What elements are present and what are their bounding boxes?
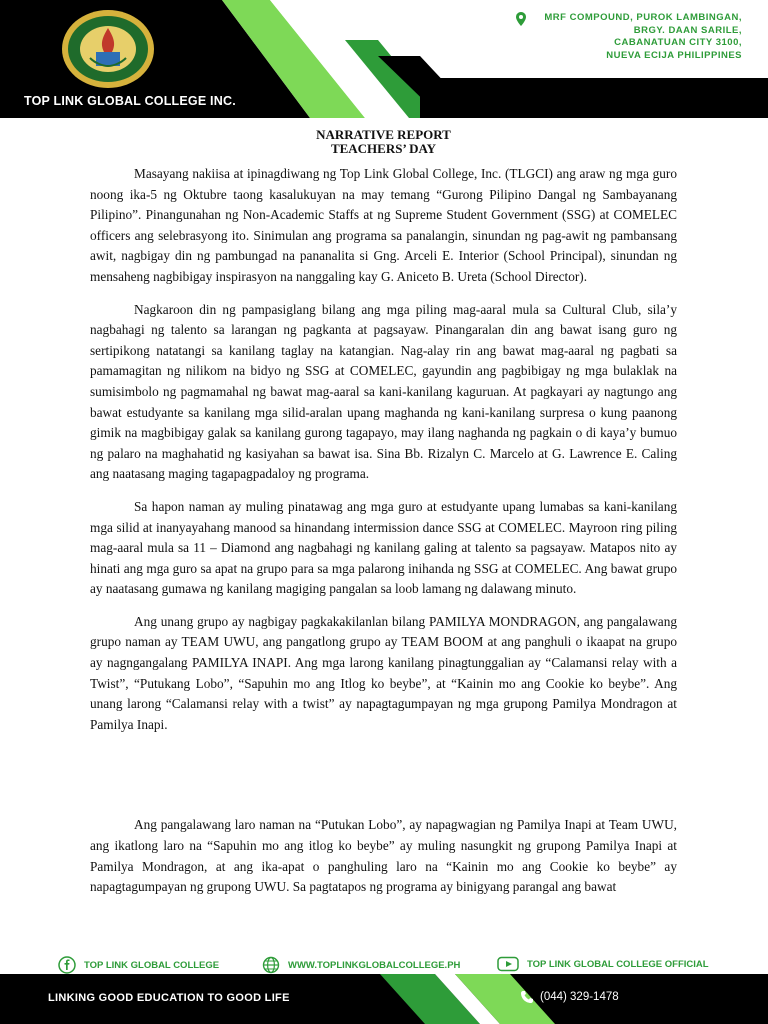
youtube-icon	[497, 956, 519, 972]
location-pin-icon	[516, 12, 526, 26]
college-name: TOP LINK GLOBAL COLLEGE INC.	[24, 94, 236, 108]
report-title: NARRATIVE REPORT	[316, 127, 451, 142]
paragraph: Nagkaroon din ng pampasiglang bilang ang mga piling mag-aaral mula sa Cultural Club, sila’y nagbahagi ng talento sa larangan ng pagkanta at pagsayaw. Pinangaralan din ang bawat isang guro ng sertipikong natatangi sa kanilang taglay na katangian. Nag-alay rin ang bawat mag-aaral ng pagbati sa pamamagitan ng nilikom na bidyo ng SSG at COMELEC, gayundin ang pagbibigay ng mga bulaklak na sumisimbolo ng pagmamahal ng bawat mag-aaral sa kani-kanilang kaguruan. At pagkayari ay nagtungo ang bawat estudyante sa kanilang mga silid-aralan upang maghanda ng kani-kanilang surpresa o kung paanong gimik na magbibigay galak sa kanilang gurong tagapayo, may ilang naghanda ng pagkain o di kaya’y bumuo ng palaro na maghahatid ng kasiyahan sa bawat isa. Sina Bb. Rizalyn C. Marcelo at G. Lawrence E. Caling ang naatasang maging tagapagpadaloy ng programa.	[90, 301, 677, 482]
website-label: WWW.TOPLINKGLOBALCOLLEGE.PH	[288, 959, 461, 971]
address-line: CABANATUAN CITY 3100,	[614, 37, 742, 48]
paragraph: Ang pangalawang laro naman na “Putukan Lobo”, ay napagwagian ng Pamilya Inapi at Team UWU, ang ikatlong laro na “Sapuhin mo ang itlog ko beybe” ay muling nasungkit ng grupong Pamilya Inapi at Pamilya Mondragon, at ang ika-apat o panghuling laro na “Kainin mo ang Cookie ko beybe” ay napagtagumpayan ng grupong UWU. Sa pagtatapos ng programa ay binigyang parangal ang bawat	[90, 817, 677, 895]
address-line: BRGY. DAAN SARILE,	[633, 24, 742, 36]
phone-number: (044) 329-1478	[540, 991, 619, 1003]
facebook-label: TOP LINK GLOBAL COLLEGE	[84, 959, 220, 971]
college-address	[544, 12, 742, 62]
report-body	[90, 128, 677, 898]
footer-contacts	[0, 950, 768, 976]
youtube-contact[interactable]	[497, 956, 709, 972]
facebook-icon	[58, 956, 76, 974]
facebook-contact[interactable]	[58, 956, 219, 974]
address-line: NUEVA ECIJA PHILIPPINES	[606, 49, 742, 61]
letterhead-footer	[0, 974, 768, 1024]
paragraph: Ang unang grupo ay nagbigay pagkakakilanlan bilang PAMILYA MONDRAGON, ang pangalawang grupo naman ay TEAM UWU, ang pangatlong grupo ay TEAM BOOM at ang panghuli o ikaapat na grupo ay nagngangalang PAMILYA INAPI. Ang mga larong kanilang pinagtunggalian ay “Calamansi relay with a Twist”, “Putukang Lobo”, “Sapuhin mo ang Itlog ko beybe”, at “Kainin mo ang Cookie ko beybe”. Ang unang larong “Calamansi relay with a twist” ay napagtagumpayan ng mga grupong Pamilya Mondragon at Pamilya Inapi.	[90, 613, 677, 732]
college-seal-icon	[60, 8, 156, 90]
paragraph: Masayang nakiisa at ipinagdiwang ng Top Link Global College, Inc. (TLGCI) ang araw ng mga guro noong ika-5 ng Oktubre taong kasalukuyan na may temang “Gurong Pilipino Dangal ng Sambayanang Pilipino”. Pinangunahan ng Non-Academic Staffs at ng Supreme Student Government (SSG) at COMELEC officers ang selebrasyong ito. Sinimulan ang programa sa panalangin, sinundan ng pag-awit ng pambansang awit, nagbigay din ng pambungad na pananalita si Gng. Arceli E. Interior (School Principal), sinundan ng mensaheng nagbibigay inspirasyon na nanggaling kay G. Aniceto B. Ureta (School Director).	[90, 166, 677, 284]
phone-icon	[520, 990, 534, 1004]
youtube-label: TOP LINK GLOBAL COLLEGE OFFICIAL	[527, 958, 709, 970]
footer-tagline: LINKING GOOD EDUCATION TO GOOD LIFE	[48, 992, 290, 1004]
report-subtitle: TEACHERS’ DAY	[330, 141, 437, 156]
paragraph: Sa hapon naman ay muling pinatawag ang mga guro at estudyante upang lumabas sa kani-kanilang mga silid at inanyayahang manood sa hinandang intermission dance SSG at COMELEC. Mayroon ring piling mag-aaral mula sa 11 – Diamond ang nagbahagi ng kanilang galing at talento sa pagsayaw. Matapos nito ay hinati ang mga guro sa apat na grupo para sa mga palarong inihanda ng SSG at COMELEC. Ang bawat grupo ay naatasang gumawa ng kanilang magiging pangalan sa loob lamang ng dalawang minuto.	[90, 498, 677, 597]
address-line: MRF COMPOUND, PUROK LAMBINGAN,	[544, 12, 742, 23]
globe-icon	[262, 956, 280, 974]
letterhead-header	[0, 0, 768, 118]
phone-contact[interactable]	[520, 990, 619, 1004]
website-contact[interactable]	[262, 956, 460, 974]
